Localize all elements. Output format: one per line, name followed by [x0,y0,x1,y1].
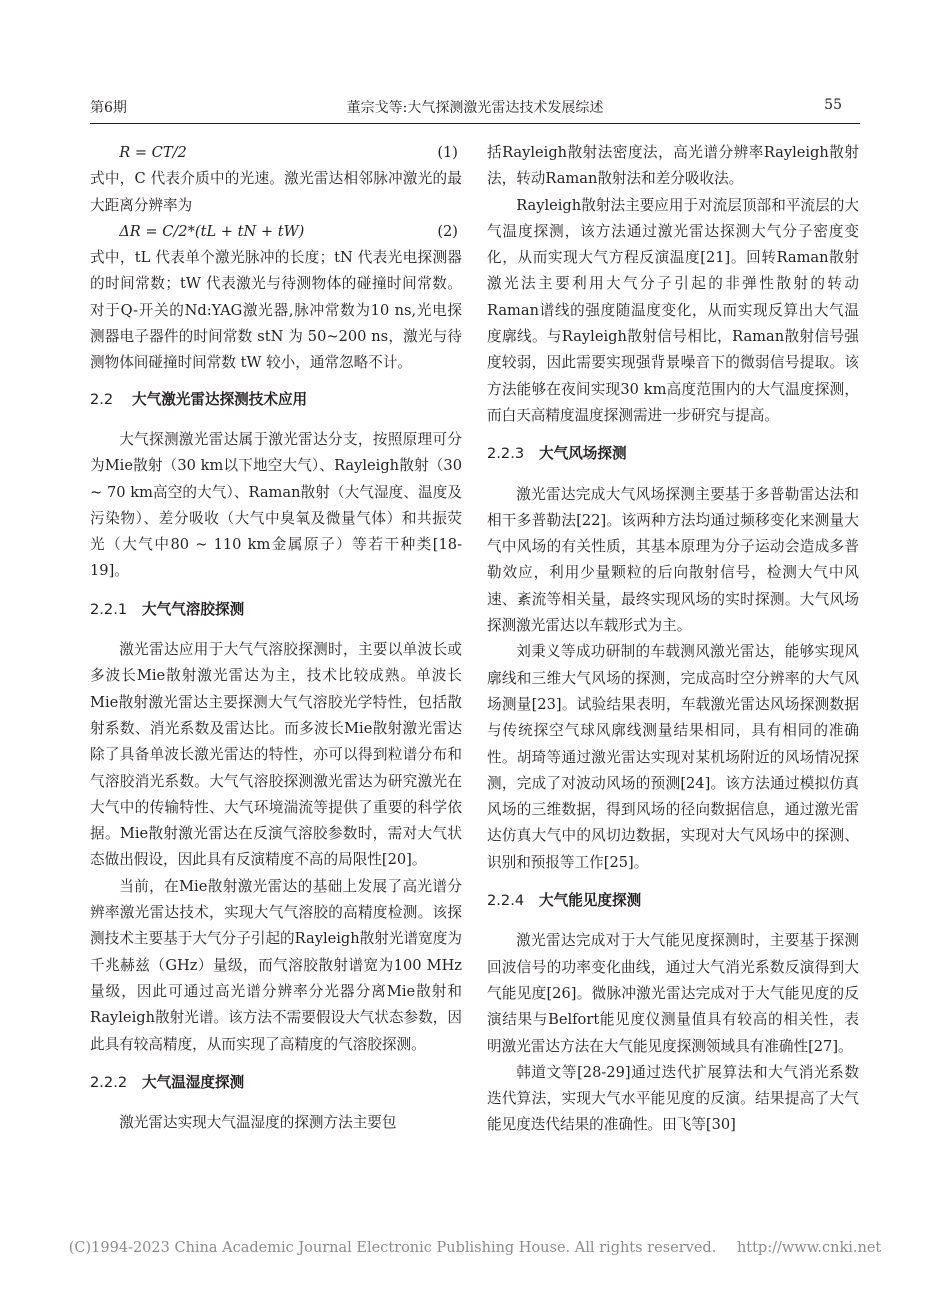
section-title: 大气风场探测 [539,445,627,463]
paragraph: 激光雷达实现大气温湿度的探测方法主要包 [119,1114,397,1132]
equation-1-number: (1) [437,144,458,161]
section-title: 大气温湿度探测 [142,1073,245,1091]
section-number: 2.2.3 [487,445,525,463]
section-heading-2-2-4 [487,888,859,914]
paragraph: 激光雷达完成大气风场探测主要基于多普勒雷达法和相干多普勒法[22]。该两种方法均通过频移变化来测量大气中风场的有关性质，其基本原理为分子运动会造成多普勒效应，利用少量颗粒的后向散射信号，检测大气中风速、紊流等相关量，最终实现风场的实时探测。大气风场探测激光雷达以车载形式为主。 [487,485,859,635]
section-number: 2.2 [90,390,114,408]
section-title: 大气激光雷达探测技术应用 [132,390,308,408]
section-heading-2-2 [90,387,462,413]
section-title: 大气气溶胶探测 [142,600,245,618]
paragraph: Rayleigh散射法主要应用于对流层顶部和平流层的大气温度探测，该方法通过激光雷达探测大气分子密度变化，从而实现大气方程反演温度[21]。回转Raman散射激光法主要利用大气分子引起的非弹性散射的转动Raman谱线的强度随温度变化，从而实现反算出大气温度廓线。与Rayleigh散射信号相比，Raman散射信号强度较弱，因此需要实现强背景噪音下的微弱信号提取。该方法能够在夜间实现30 km高度范围内的大气温度探测，而白天高精度温度探测需进一步研究与提高。 [487,196,859,424]
section-heading-2-2-3 [487,441,859,467]
right-column [487,140,859,1139]
section-heading-2-2-2 [90,1070,462,1096]
equation-2-number: (2) [437,222,458,240]
paragraph: 式中，C 代表介质中的光速。激光雷达相邻脉冲激光的最大距离分辨率为 [90,170,462,214]
copyright-text: (C)1994-2023 China Academic Journal Electronic Publishing House. All rights reserved. [68,1240,717,1256]
equation-2-body: ΔR = C/2*(tL + tN + tW) [119,222,305,240]
paragraph: 当前，在Mie散射激光雷达的基础上发展了高光谱分辨率激光雷达技术，实现大气气溶胶的高精度检测。该探测技术主要基于大气分子引起的Rayleigh散射光谱宽度为千兆赫兹（GHz）量级，而气溶胶散射谱宽为100 MHz量级，因此可通过高光谱分辨率分光器分离Mie散射和Rayleigh散射光谱。该方法不需要假设大气状态参数，因此具有较高精度，从而实现了高精度的气溶胶探测。 [90,877,462,1053]
section-title: 大气能见度探测 [539,892,642,910]
paragraph: 激光雷达完成对于大气能见度探测时，主要基于探测回波信号的功率变化曲线，通过大气消光系数反演得到大气能见度[26]。微脉冲激光雷达完成对于大气能见度的反演结果与Belfort能见度仪测量值具有较高的相关性，表明激光雷达方法在大气能见度探测领域具有准确性[27]。 [487,932,859,1055]
section-heading-2-2-1 [90,597,462,623]
paragraph: 刘秉义等成功研制的车载测风激光雷达，能够实现风廓线和三维大气风场的探测，完成高时空分辨率的大气风场测量[23]。试验结果表明，车载激光雷达风场探测数据与传统探空气球风廓线测量结果相同，具有相同的准确性。胡琦等通过激光雷达实现对某机场附近的风场情况探测，完成了对波动风场的预测[24]。该方法通过模拟仿真风场的三维数据，得到风场的径向数据信息，通过激光雷达仿真大气中的风切边数据，实现对大气风场中的探测、识别和预报等工作[25]。 [487,643,859,871]
paragraph: 括Rayleigh散射法密度法，高光谱分辨率Rayleigh散射法，转动Raman散射法和差分吸收法。 [487,144,859,188]
running-title: 董宗戈等:大气探测激光雷达技术发展综述 [346,100,604,116]
equation-1 [90,140,462,166]
section-number: 2.2.2 [90,1073,128,1091]
section-number: 2.2.1 [90,600,128,618]
copyright-footer [0,1240,950,1256]
paragraph: 式中，tL 代表单个激光脉冲的长度；tN 代表光电探测器的时间常数；tW 代表激光与待测物体的碰撞时间常数。对于Q-开关的Nd:YAG激光器,脉冲常数为10 ns,光电探测器电子器件的时间常数 stN 为 50~200 ns，激光与待测物体间碰撞时间常数 tW 较小，通常忽略不计。 [90,249,462,372]
section-number: 2.2.4 [487,892,525,910]
issue-number: 第6期 [90,100,127,116]
running-header [90,97,860,124]
paragraph: 大气探测激光雷达属于激光雷达分支，按照原理可分为Mie散射（30 km以下地空大气）、Rayleigh散射（30 ~ 70 km高空的大气）、Raman散射（大气湿度、温度及污染物）、差分吸收（大气中臭氧及微量气体）和共振荧光（大气中80 ~ 110 km金属原子）等若干种类[18-19]。 [90,430,462,580]
equation-2 [90,219,462,245]
paragraph: 激光雷达应用于大气气溶胶探测时，主要以单波长或多波长Mie散射激光雷达为主，技术比较成熟。单波长Mie散射激光雷达主要探测大气气溶胶光学特性，包括散射系数、消光系数及雷达比。而多波长Mie散射激光雷达除了具备单波长激光雷达的特性，亦可以得到粒谱分布和气溶胶消光系数。大气气溶胶探测激光雷达为研究激光在大气中的传输特性、大气环境湍流等提供了重要的科学依据。Mie散射激光雷达在反演气溶胶参数时，需对大气状态做出假设，因此具有反演精度不高的局限性[20]。 [90,641,462,869]
cnki-link[interactable]: http://www.cnki.net [736,1240,882,1256]
paragraph: 韩道文等[28-29]通过迭代扩展算法和大气消光系数迭代算法，实现大气水平能见度的反演。结果提高了大气能见度迭代结果的准确性。田飞等[30] [487,1063,859,1134]
equation-1-body: R = CT/2 [119,144,187,161]
page-number: 55 [824,97,842,113]
left-column [90,140,462,1136]
